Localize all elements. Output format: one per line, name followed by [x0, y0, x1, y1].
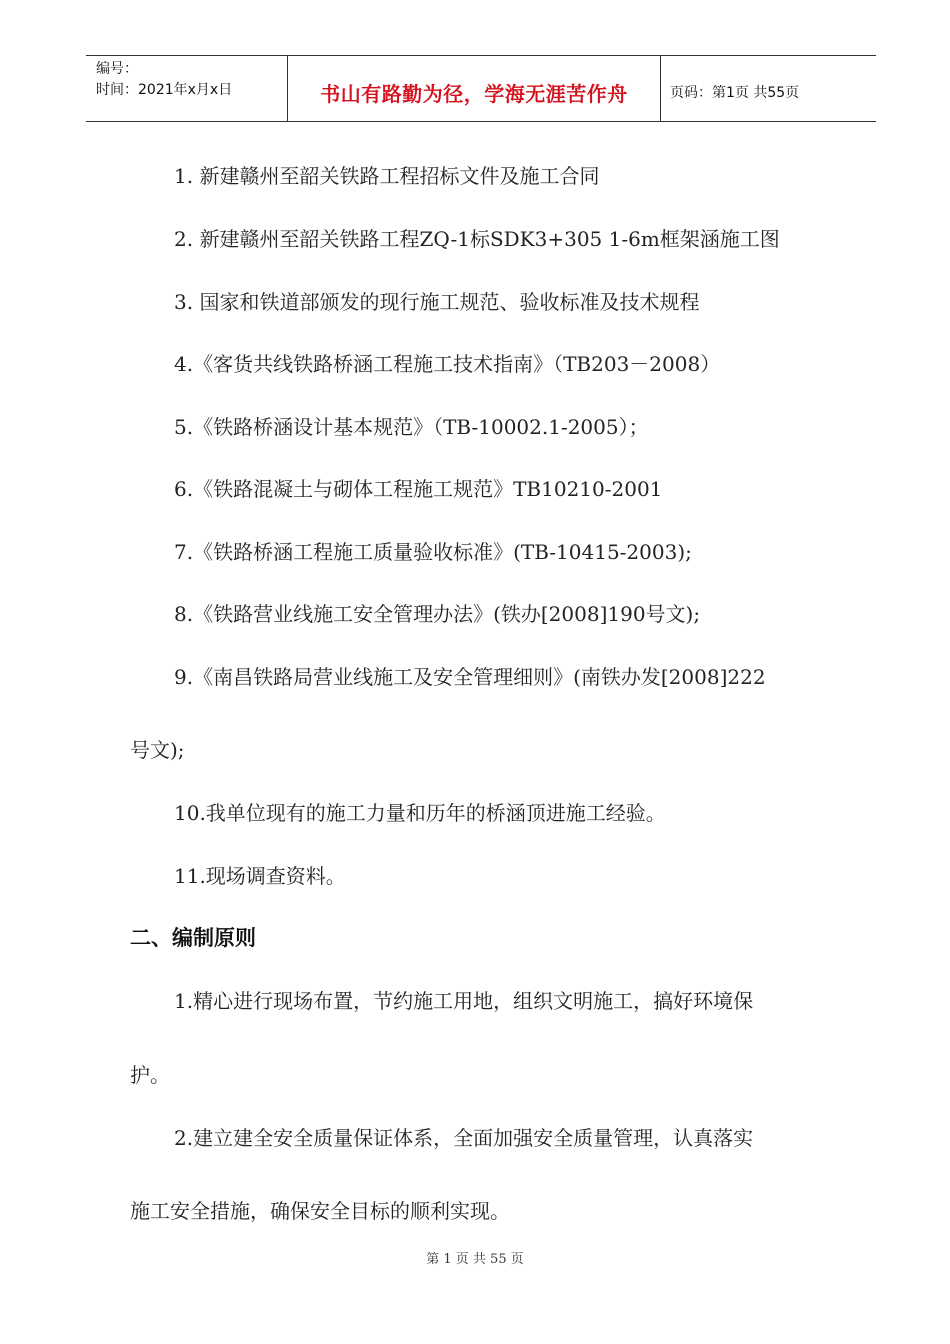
list-item: 9.《南昌铁路局营业线施工及安全管理细则》(南铁办发[2008]222 — [174, 665, 766, 689]
header-page-info: 页码：第1页 共55页 — [670, 85, 800, 101]
list-item: 7.《铁路桥涵工程施工质量验收标准》(TB-10415-2003); — [174, 540, 692, 564]
section-heading: 二、编制原则 — [130, 926, 256, 950]
list-item: 2. 新建赣州至韶关铁路工程ZQ-1标SDK3+305 1-6m框架涵施工图 — [174, 227, 780, 251]
list-item: 4.《客货共线铁路桥涵工程施工技术指南》（TB203－2008） — [174, 352, 721, 376]
list-item: 10.我单位现有的施工力量和历年的桥涵顶进施工经验。 — [174, 801, 666, 825]
list-item-continuation: 号文); — [130, 738, 185, 762]
header-divider — [660, 56, 661, 121]
header-motto: 书山有路勤为径，学海无涯苦作舟 — [320, 82, 628, 106]
list-item: 5.《铁路桥涵设计基本规范》（TB-10002.1-2005）； — [174, 415, 649, 439]
list-item: 6.《铁路混凝土与砌体工程施工规范》TB10210-2001 — [174, 477, 663, 501]
document-number-label: 编号： — [96, 61, 138, 77]
paragraph-line: 2.建立建全安全质量保证体系，全面加强安全质量管理，认真落实 — [174, 1126, 754, 1150]
list-item: 1. 新建赣州至韶关铁路工程招标文件及施工合同 — [174, 164, 600, 188]
list-item: 8.《铁路营业线施工安全管理办法》(铁办[2008]190号文); — [174, 602, 701, 626]
document-header — [86, 55, 876, 122]
paragraph-line: 护。 — [130, 1063, 170, 1087]
document-time-label: 时间：2021年x月x日 — [96, 82, 233, 98]
paragraph-line: 1.精心进行现场布置，节约施工用地，组织文明施工，搞好环境保 — [174, 989, 754, 1013]
list-item: 3. 国家和铁道部颁发的现行施工规范、验收标准及技术规程 — [174, 290, 700, 314]
page-footer: 第 1 页 共 55 页 — [426, 1252, 524, 1267]
paragraph-line: 施工安全措施，确保安全目标的顺利实现。 — [130, 1199, 510, 1223]
list-item: 11.现场调查资料。 — [174, 864, 346, 888]
header-meta — [96, 59, 232, 101]
